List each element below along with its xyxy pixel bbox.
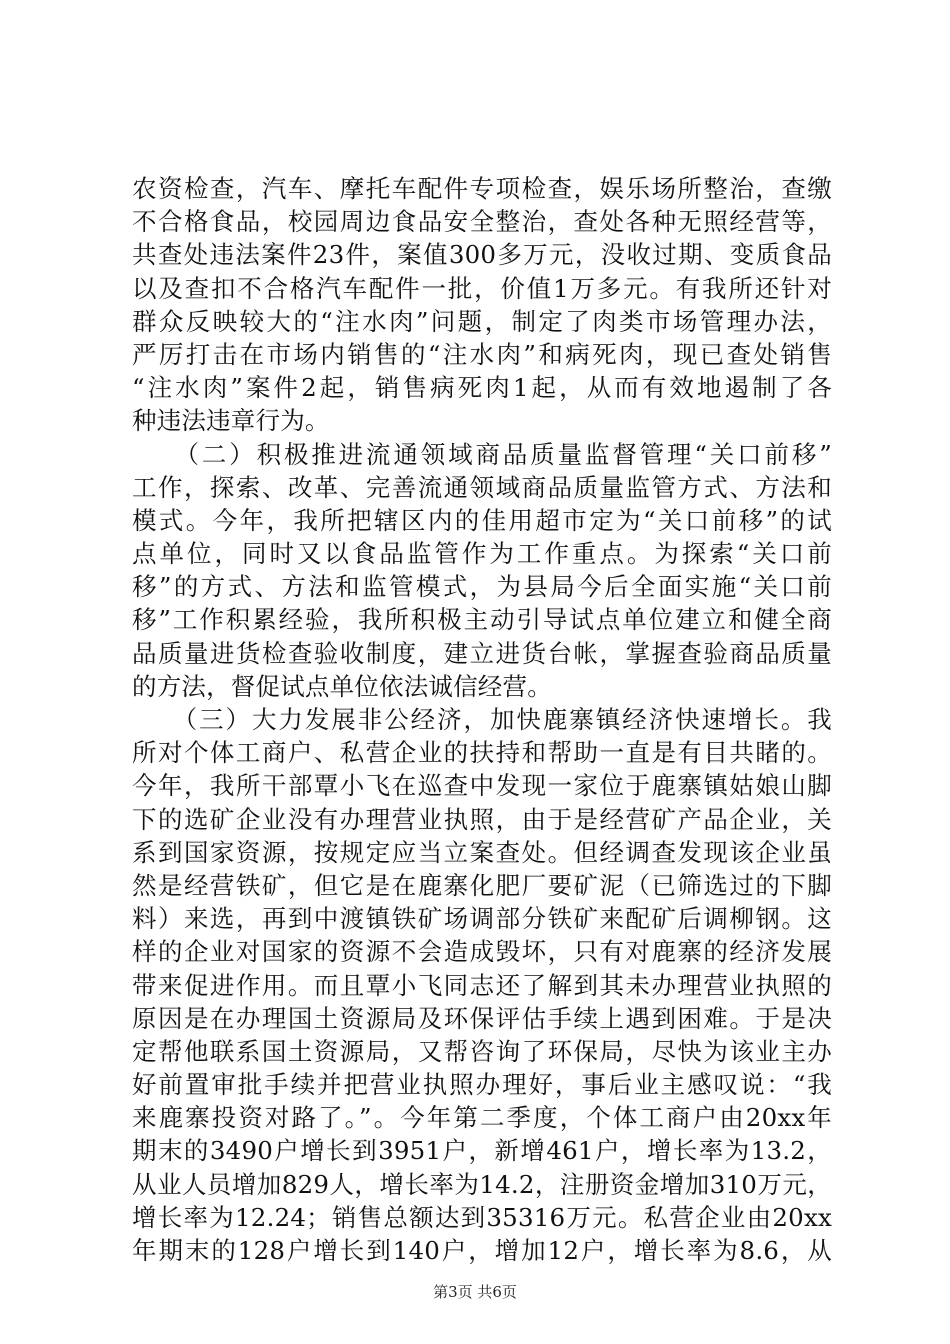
text-line: 从业人员增加829人，增长率为14.2，注册资金增加310万元， [132,1169,832,1199]
text-line: 以及查扣不合格汽车配件一批，价值1万多元。有我所还针对 [132,273,832,303]
text-line: 增长率为12.24；销售总额达到35316万元。私营企业由20xx [132,1202,832,1232]
text-line: 移”工作积累经验，我所积极主动引导试点单位建立和健全商 [132,605,832,635]
text-line: 样的企业对国家的资源不会造成毁坏，只有对鹿寨的经济发展 [132,937,832,967]
page-footer: 第3页 共6页 [433,1283,517,1301]
text-line: 所对个体工商户、私营企业的扶持和帮助一直是有目共睹的。 [132,738,832,768]
text-line: 群众反映较大的“注水肉”问题，制定了肉类市场管理办法， [132,306,832,336]
text-line: 点单位，同时又以食品监管作为工作重点。为探索“关口前 [132,539,832,569]
text-line: 移”的方式、方法和监管模式，为县局今后全面实施“关口前 [132,572,832,602]
text-line: 定帮他联系国土资源局，又帮咨询了环保局，尽快为该业主办 [132,1036,832,1066]
text-line: 工作，探索、改革、完善流通领域商品质量监管方式、方法和 [132,472,832,502]
text-line: 好前置审批手续并把营业执照办理好，事后业主感叹说：“我 [132,1070,832,1100]
text-line: 品质量进货检查验收制度，建立进货台帐，掌握查验商品质量 [132,638,832,668]
text-line: 今年，我所干部覃小飞在巡查中发现一家位于鹿寨镇姑娘山脚 [132,771,832,801]
text-line: 严厉打击在市场内销售的“注水肉”和病死肉，现已查处销售 [132,339,832,369]
text-line: 农资检查，汽车、摩托车配件专项检查，娱乐场所整治，查缴 [132,174,832,203]
text-line: 年期末的128户增长到140户，增加12户，增长率为8.6，从 [132,1236,832,1265]
text-line: 种违法违章行为。 [132,406,330,436]
text-line: 原因是在办理国土资源局及环保评估手续上遇到困难。于是决 [132,1003,832,1033]
text-line: 来鹿寨投资对路了。”。今年第二季度，个体工商户由20xx年 [132,1103,832,1133]
text-line: （二）积极推进流通领域商品质量监督管理“关口前移” [132,439,832,469]
text-line: 系到国家资源，按规定应当立案查处。但经调查发现该企业虽 [132,837,832,867]
text-line: “注水肉”案件2起，销售病死肉1起，从而有效地遏制了各 [132,373,832,403]
text-line: 然是经营铁矿，但它是在鹿寨化肥厂要矿泥（已筛选过的下脚 [132,870,832,900]
document-body [132,172,832,1267]
text-line: 期末的3490户增长到3951户，新增461户，增长率为13.2， [132,1136,832,1166]
text-line: （三）大力发展非公经济，加快鹿寨镇经济快速增长。我 [132,705,832,734]
text-line: 不合格食品，校园周边食品安全整治，查处各种无照经营等， [132,207,832,237]
text-line: 下的选矿企业没有办理营业执照，由于是经营矿产品企业，关 [132,804,832,834]
text-line: 料）来选，再到中渡镇铁矿场调部分铁矿来配矿后调柳钢。这 [132,904,832,934]
text-line: 模式。今年，我所把辖区内的佳用超市定为“关口前移”的试 [132,505,832,535]
text-line: 的方法，督促试点单位依法诚信经营。 [132,671,552,701]
text-line: 共查处违法案件23件，案值300多万元，没收过期、变质食品 [132,240,832,270]
text-line: 带来促进作用。而且覃小飞同志还了解到其未办理营业执照的 [132,970,832,1000]
